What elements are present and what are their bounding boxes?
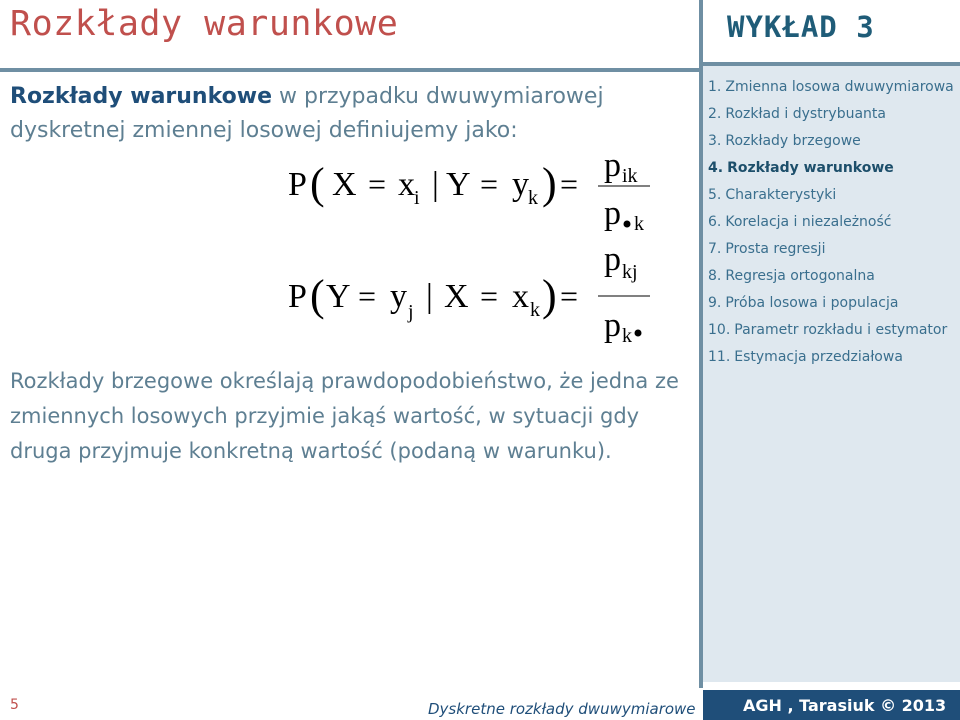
f1-x: x	[398, 166, 415, 203]
f2-xsub: k	[530, 299, 540, 321]
f2-Y: Y	[326, 278, 351, 315]
f2-num: p	[604, 241, 621, 278]
f2-bar: |	[426, 278, 433, 315]
toc-item-number: 10.	[708, 322, 731, 338]
f1-ysub: k	[528, 187, 538, 209]
f1-den-sub: k	[634, 213, 644, 235]
table-of-contents	[708, 79, 958, 376]
f1-eq3: =	[560, 166, 579, 202]
toc-item-label: Korelacja i niezależność	[725, 214, 892, 230]
toc-item-number: 11.	[708, 349, 731, 365]
f2-y: y	[390, 278, 407, 315]
sidebar	[703, 62, 960, 682]
f2-ysub: j	[408, 301, 414, 323]
f2-close-paren: )	[542, 271, 557, 320]
toc-item[interactable]	[708, 214, 958, 231]
f1-eq1: =	[368, 166, 387, 202]
f1-y: y	[512, 166, 529, 203]
slide-title: Rozkłady warunkowe	[10, 4, 399, 44]
toc-item[interactable]	[708, 133, 958, 150]
f1-eq2: =	[480, 166, 499, 202]
toc-item[interactable]	[708, 187, 958, 204]
f1-num: p	[604, 147, 621, 184]
f2-eq1: =	[358, 278, 377, 314]
f2-dot	[635, 330, 642, 337]
toc-item[interactable]	[708, 79, 958, 96]
intro-bold: Rozkłady warunkowe	[10, 84, 272, 109]
toc-item-number: 6.	[708, 214, 722, 230]
page-number: 5	[10, 697, 19, 713]
f1-X: X	[332, 166, 357, 203]
f2-x: x	[512, 278, 529, 315]
toc-item-label: Rozkłady warunkowe	[727, 160, 894, 176]
footer-credits: AGH , Tarasiuk © 2013	[743, 696, 947, 715]
formulas	[280, 140, 700, 360]
f2-X: X	[444, 278, 469, 315]
f1-dot	[624, 221, 631, 228]
toc-item-label: Próba losowa i populacja	[725, 295, 899, 311]
toc-item-label: Regresja ortogonalna	[725, 268, 875, 284]
f2-den-sub: k	[622, 325, 632, 347]
footer-topic: Dyskretne rozkłady dwuwymiarowe	[428, 700, 696, 718]
f2-open-paren: (	[310, 271, 325, 320]
toc-item-number: 4.	[708, 160, 724, 176]
lecture-label: WYKŁAD 3	[727, 10, 875, 44]
toc-item[interactable]	[708, 295, 958, 312]
toc-item-number: 9.	[708, 295, 722, 311]
intro-paragraph	[10, 80, 690, 148]
f2-eq2: =	[480, 278, 499, 314]
marginal-explanation: Rozkłady brzegowe określają prawdopodobieństwo, że jedna ze zmiennych losowych przyjmie jakąś wartość, w sytuacji gdy druga przyjmuje konkretną wartość (podaną w warunku).	[10, 369, 679, 463]
sidebar-header	[703, 0, 960, 62]
toc-item-number: 5.	[708, 187, 722, 203]
toc-item-number: 7.	[708, 241, 722, 257]
toc-item-label: Charakterystyki	[725, 187, 837, 203]
f2-den: p	[604, 307, 621, 344]
toc-item[interactable]	[708, 241, 958, 258]
f1-xsub: i	[414, 187, 420, 209]
toc-item-number: 2.	[708, 106, 722, 122]
footer-credits-box	[703, 690, 960, 720]
f1-P: P	[288, 166, 307, 203]
toc-item-number: 8.	[708, 268, 722, 284]
toc-item[interactable]	[708, 268, 958, 285]
f1-close-paren: )	[542, 159, 557, 208]
toc-item[interactable]	[708, 160, 958, 177]
toc-item[interactable]	[708, 322, 958, 339]
f2-num-sub: kj	[622, 261, 638, 283]
formula-conditional-y	[288, 241, 650, 347]
f1-Y: Y	[446, 166, 471, 203]
f1-open-paren: (	[310, 159, 325, 208]
toc-item-label: Zmienna losowa dwuwymiarowa	[725, 79, 954, 95]
toc-item-number: 3.	[708, 133, 722, 149]
toc-item-label: Estymacja przedziałowa	[734, 349, 903, 365]
f1-bar: |	[432, 166, 439, 203]
intro-text: w przypadku dwuwymiarowej dyskretnej zmiennej losowej definiujemy jako:	[10, 84, 604, 143]
f2-P: P	[288, 278, 307, 315]
toc-item[interactable]	[708, 106, 958, 123]
f2-eq3: =	[560, 278, 579, 314]
formula-conditional-x	[288, 147, 650, 235]
toc-item-label: Parametr rozkładu i estymator	[734, 322, 948, 338]
f1-num-sub: ik	[622, 165, 638, 187]
toc-item-label: Rozkład i dystrybuanta	[725, 106, 886, 122]
title-divider	[0, 68, 700, 72]
toc-item-label: Prosta regresji	[725, 241, 826, 257]
toc-item-number: 1.	[708, 79, 722, 95]
toc-item-label: Rozkłady brzegowe	[725, 133, 861, 149]
f1-den: p	[604, 195, 621, 232]
toc-item[interactable]	[708, 349, 958, 366]
